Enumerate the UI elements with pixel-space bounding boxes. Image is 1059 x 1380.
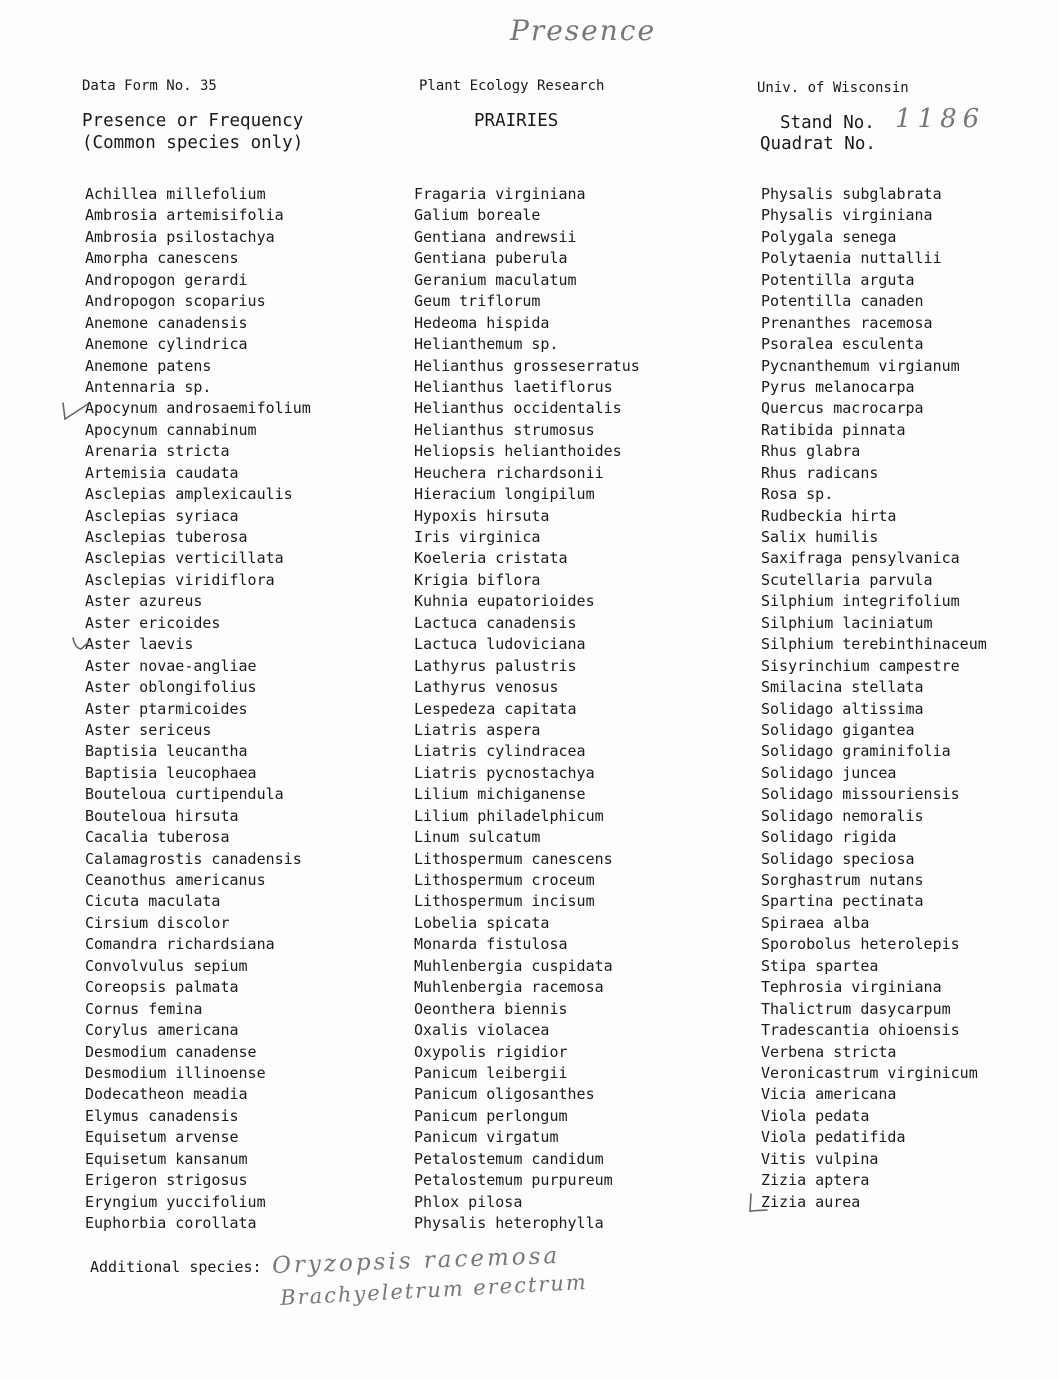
species-item: Spiraea alba [761, 913, 870, 932]
species-item: Equisetum kansanum [85, 1149, 248, 1168]
species-item: Cicuta maculata [85, 892, 221, 911]
species-item: Gentiana puberula [414, 249, 568, 268]
species-item: Liatris pycnostachya [414, 763, 595, 782]
species-item: Monarda fistulosa [414, 935, 568, 954]
species-item: Aster azureus [85, 592, 203, 611]
species-item: Asclepias tuberosa [85, 528, 248, 546]
species-item: Panicum virgatum [414, 1128, 559, 1147]
species-item: Solidago graminifolia [761, 742, 951, 761]
species-item: Fragaria virginiana [414, 185, 586, 203]
species-item: Solidago altissima [761, 699, 924, 718]
species-item: Physalis virginiana [761, 206, 933, 225]
species-item: Desmodium canadense [85, 1042, 257, 1061]
species-column-2 [414, 184, 640, 1234]
species-item: Rhus radicans [761, 463, 879, 482]
species-item: Helianthemum sp. [414, 335, 559, 354]
species-item: Prenanthes racemosa [761, 313, 933, 332]
species-item: Asclepias verticillata [85, 549, 284, 568]
form-title-line1: Presence or Frequency [82, 111, 304, 131]
species-column-1 [85, 184, 311, 1234]
form-title [82, 110, 303, 154]
species-item: Saxifraga pensylvanica [761, 549, 960, 568]
species-item: Linum sulcatum [414, 828, 541, 847]
species-item: Aster sericeus [85, 720, 212, 739]
species-item: Asclepias amplexicaulis [85, 485, 293, 504]
species-item: Petalostemum purpureum [414, 1171, 613, 1190]
species-item: Anemone cylindrica [85, 335, 248, 354]
form-number: Data Form No. 35 [82, 78, 217, 94]
species-item: Panicum perlongum [414, 1106, 568, 1125]
species-item: Solidago gigantea [761, 720, 915, 739]
species-item: Physalis heterophylla [414, 1214, 604, 1232]
species-item: Salix humilis [761, 528, 879, 546]
handwritten-presence-note: Presence [510, 14, 657, 47]
species-item: Krigia biflora [414, 570, 541, 589]
species-item: Solidago nemoralis [761, 806, 924, 825]
species-item: Cacalia tuberosa [85, 828, 230, 847]
species-item: Gentiana andrewsii [414, 227, 577, 246]
species-item: Rosa sp. [761, 485, 834, 504]
species-item: Equisetum arvense [85, 1128, 239, 1147]
species-item: Sorghastrum nutans [761, 871, 924, 889]
species-item: Anemone patens [85, 356, 212, 375]
species-item: Anemone canadensis [85, 313, 248, 332]
check-mark-icon [60, 400, 84, 418]
species-item: Zizia aptera [761, 1171, 870, 1190]
species-item: Solidago missouriensis [761, 785, 960, 804]
species-item: Pyrus melanocarpa [761, 377, 915, 396]
species-item: Galium boreale [414, 206, 541, 225]
species-item: Oxypolis rigidior [414, 1042, 568, 1061]
university-name: Univ. of Wisconsin [757, 80, 909, 96]
species-item: Iris virginica [414, 528, 541, 546]
species-item: Aster ericoides [85, 613, 221, 632]
species-item: Lithospermum croceum [414, 871, 595, 889]
species-item: Lactuca canadensis [414, 613, 577, 632]
species-item: Verbena stricta [761, 1042, 897, 1061]
species-item: Oeonthera biennis [414, 999, 568, 1018]
species-item: Helianthus grosseserratus [414, 356, 640, 375]
species-item: Amorpha canescens [85, 249, 239, 268]
species-item: Viola pedatifida [761, 1128, 906, 1147]
species-item: Ratibida pinnata [761, 420, 906, 439]
species-item: Tradescantia ohioensis [761, 1021, 960, 1040]
species-item: Physalis subglabrata [761, 185, 942, 203]
species-item: Solidago speciosa [761, 849, 915, 868]
species-item: Apocynum androsaemifolium [85, 399, 311, 418]
species-item: Rhus glabra [761, 442, 861, 461]
species-item: Lactuca ludoviciana [414, 635, 586, 654]
species-item: Asclepias syriaca [85, 506, 239, 525]
species-item: Liatris cylindracea [414, 742, 586, 761]
species-item: Hypoxis hirsuta [414, 506, 550, 525]
species-item: Desmodium illinoense [85, 1063, 266, 1082]
species-item: Vicia americana [761, 1085, 897, 1104]
species-item: Aster laevis [85, 635, 194, 654]
species-item: Aster oblongifolius [85, 678, 257, 697]
quadrat-label: Quadrat No. [760, 134, 876, 154]
species-item: Heliopsis helianthoides [414, 442, 622, 461]
species-item: Andropogon gerardi [85, 270, 248, 289]
species-item: Bouteloua curtipendula [85, 785, 284, 804]
species-item: Potentilla arguta [761, 270, 915, 289]
species-item: Muhlenbergia racemosa [414, 978, 604, 997]
species-item: Panicum oligosanthes [414, 1085, 595, 1104]
species-item: Aster ptarmicoides [85, 699, 248, 718]
species-item: Ambrosia artemisifolia [85, 206, 284, 225]
species-item: Spartina pectinata [761, 892, 924, 911]
species-column-3 [761, 184, 987, 1213]
species-item: Arenaria stricta [85, 442, 230, 461]
check-mark-icon [747, 1192, 771, 1210]
species-item: Baptisia leucantha [85, 742, 248, 761]
species-item: Oxalis violacea [414, 1021, 550, 1040]
species-item: Solidago rigida [761, 828, 897, 847]
species-item: Potentilla canaden [761, 292, 924, 311]
habitat-title: PRAIRIES [474, 111, 559, 131]
species-item: Corylus americana [85, 1021, 239, 1040]
species-item: Petalostemum candidum [414, 1149, 604, 1168]
species-item: Stipa spartea [761, 956, 879, 975]
species-item: Phlox pilosa [414, 1192, 523, 1211]
additional-species-handwritten-1: Oryzopsis racemosa [271, 1242, 561, 1280]
species-item: Heuchera richardsonii [414, 463, 604, 482]
species-item: Euphorbia corollata [85, 1214, 257, 1232]
species-item: Artemisia caudata [85, 463, 239, 482]
species-item: Liatris aspera [414, 720, 541, 739]
species-item: Aster novae-angliae [85, 656, 257, 675]
species-item: Polytaenia nuttallii [761, 249, 942, 268]
species-item: Elymus canadensis [85, 1106, 239, 1125]
stand-number-handwritten: 1186 [895, 104, 986, 134]
species-item: Lithospermum canescens [414, 849, 613, 868]
additional-species-label: Additional species: [90, 1258, 262, 1276]
species-item: Comandra richardsiana [85, 935, 275, 954]
species-item: Cornus femina [85, 999, 203, 1018]
species-item: Veronicastrum virginicum [761, 1063, 978, 1082]
species-item: Apocynum cannabinum [85, 420, 257, 439]
lab-name: Plant Ecology Research [419, 78, 605, 94]
species-item: Calamagrostis canadensis [85, 849, 302, 868]
species-item: Rudbeckia hirta [761, 506, 897, 525]
species-item: Lathyrus palustris [414, 656, 577, 675]
species-item: Geranium maculatum [414, 270, 577, 289]
species-item: Asclepias viridiflora [85, 570, 275, 589]
species-item: Andropogon scoparius [85, 292, 266, 311]
species-item: Sporobolus heterolepis [761, 935, 960, 954]
species-item: Ambrosia psilostachya [85, 227, 275, 246]
species-item: Coreopsis palmata [85, 978, 239, 997]
species-item: Helianthus occidentalis [414, 399, 622, 418]
stand-label: Stand No. [780, 113, 875, 133]
species-item: Psoralea esculenta [761, 335, 924, 354]
species-item: Silphium integrifolium [761, 592, 960, 611]
species-item: Solidago juncea [761, 763, 897, 782]
additional-species-handwritten-2: Brachyeletrum erectrum [279, 1269, 589, 1311]
species-item: Koeleria cristata [414, 549, 568, 568]
species-item: Pycnanthemum virgianum [761, 356, 960, 375]
species-item: Smilacina stellata [761, 678, 924, 697]
species-item: Kuhnia eupatorioides [414, 592, 595, 611]
species-item: Lithospermum incisum [414, 892, 595, 911]
species-item: Erigeron strigosus [85, 1171, 248, 1190]
species-item: Lespedeza capitata [414, 699, 577, 718]
species-item: Muhlenbergia cuspidata [414, 956, 613, 975]
species-item: Convolvulus sepium [85, 956, 248, 975]
form-title-line2: (Common species only) [82, 133, 304, 153]
species-item: Antennaria sp. [85, 377, 212, 396]
species-item: Polygala senega [761, 227, 897, 246]
species-item: Vitis vulpina [761, 1149, 879, 1168]
species-item: Viola pedata [761, 1106, 870, 1125]
species-item: Quercus macrocarpa [761, 399, 924, 418]
check-mark-icon [71, 636, 95, 654]
species-item: Dodecatheon meadia [85, 1085, 248, 1104]
species-item: Thalictrum dasycarpum [761, 999, 951, 1018]
species-item: Geum triflorum [414, 292, 541, 311]
species-item: Baptisia leucophaea [85, 763, 257, 782]
species-item: Scutellaria parvula [761, 570, 933, 589]
species-item: Lathyrus venosus [414, 678, 559, 697]
species-item: Hieracium longipilum [414, 485, 595, 504]
species-item: Ceanothus americanus [85, 871, 266, 889]
species-item: Zizia aurea [761, 1192, 861, 1211]
species-item: Helianthus laetiflorus [414, 377, 613, 396]
species-item: Silphium laciniatum [761, 613, 933, 632]
species-item: Tephrosia virginiana [761, 978, 942, 997]
species-item: Silphium terebinthinaceum [761, 635, 987, 654]
species-item: Helianthus strumosus [414, 420, 595, 439]
species-item: Cirsium discolor [85, 913, 230, 932]
species-item: Eryngium yuccifolium [85, 1192, 266, 1211]
species-item: Lilium michiganense [414, 785, 586, 804]
species-item: Bouteloua hirsuta [85, 806, 239, 825]
species-item: Sisyrinchium campestre [761, 656, 960, 675]
species-item: Hedeoma hispida [414, 313, 550, 332]
species-item: Lilium philadelphicum [414, 806, 604, 825]
species-item: Lobelia spicata [414, 913, 550, 932]
species-item: Achillea millefolium [85, 185, 266, 203]
species-item: Panicum leibergii [414, 1063, 568, 1082]
